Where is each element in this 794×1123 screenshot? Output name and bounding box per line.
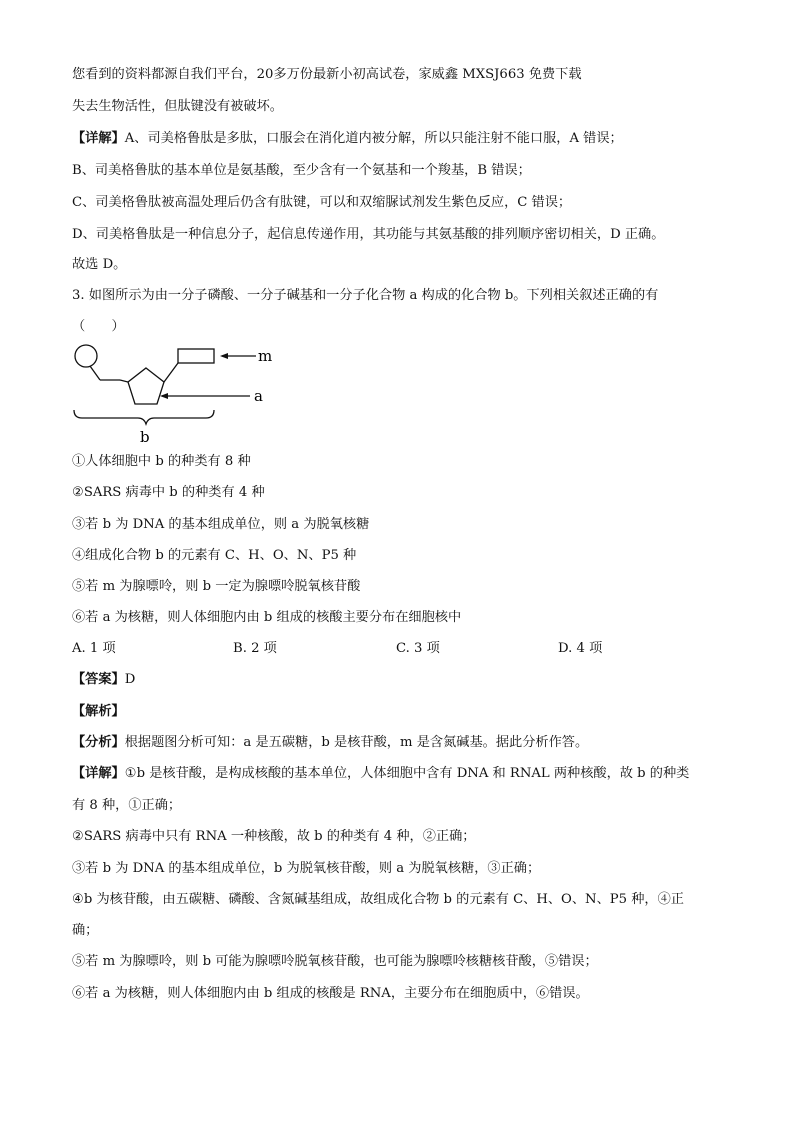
statement-4: ④组成化合物 b 的元素有 C、H、O、N、P5 种 (72, 548, 357, 563)
question-stem: 3. 如图所示为由一分子磷酸、一分子碱基和一分子化合物 a 构成的化合物 b。下列相关叙述正确的有 (72, 288, 659, 303)
question-bracket: （ ） (72, 319, 125, 334)
base-bond (164, 363, 178, 382)
detail-line: ④b 为核苷酸，由五碳糖、磷酸、含氮碱基组成，故组成化合物 b 的元素有 C、H、O、N、P5 种，④正 (72, 892, 684, 907)
pentose-pentagon (128, 368, 164, 404)
brace-b (74, 410, 214, 424)
detail-line: 有 8 种，①正确； (72, 798, 182, 813)
analysis-text: 根据题图分析可知：a 是五碳糖，b 是核苷酸，m 是含氮碱基。据此分析作答。 (124, 735, 589, 750)
detail-line: 确； (72, 923, 99, 938)
detail-line (72, 765, 689, 783)
answer-value: D (124, 672, 136, 687)
option-a: A. 1 项 (72, 641, 116, 656)
arrowhead-m (220, 353, 228, 359)
base-rectangle (178, 349, 214, 363)
phosphate-bond (90, 366, 100, 380)
detail-line: ②SARS 病毒中只有 RNA 一种核酸，故 b 的种类有 4 种，②正确； (72, 829, 476, 844)
detail-label: 【详解】 (72, 131, 125, 146)
detail-line (72, 130, 623, 148)
text-line: C、司美格鲁肽被高温处理后仍含有肽键，可以和双缩脲试剂发生紫色反应，C 错误； (72, 195, 572, 210)
detail-line: ⑥若 a 为核糖，则人体细胞内由 b 组成的核酸是 RNA，主要分布在细胞质中，⑥错误。 (72, 986, 589, 1001)
statement-5: ⑤若 m 为腺嘌呤，则 b 一定为腺嘌呤脱氧核苷酸 (72, 579, 361, 594)
text-line: D、司美格鲁肽是一种信息分子，起信息传递作用，其功能与其氨基酸的排列顺序密切相关，D 正确。 (72, 227, 665, 242)
label-b: b (140, 428, 150, 446)
header-watermark: 您看到的资料都源自我们平台，20多万份最新小初高试卷，家威鑫 MXSJ663 免费下载 (72, 67, 582, 82)
statement-3: ③若 b 为 DNA 的基本组成单位，则 a 为脱氧核糖 (72, 517, 370, 532)
text-line: 故选 D。 (72, 257, 127, 272)
detail-line: ③若 b 为 DNA 的基本组成单位，b 为脱氧核苷酸，则 a 为脱氧核糖，③正确； (72, 861, 541, 876)
statement-1: ①人体细胞中 b 的种类有 8 种 (72, 454, 251, 469)
analysis-title: 【解析】 (72, 704, 125, 719)
statement-2: ②SARS 病毒中 b 的种类有 4 种 (72, 485, 265, 500)
arrowhead-a (160, 393, 168, 399)
answer-line (72, 671, 135, 689)
detail-text: A、司美格鲁肽是多肽，口服会在消化道内被分解，所以只能注射不能口服，A 错误； (124, 131, 623, 146)
option-b: B. 2 项 (233, 641, 277, 656)
option-d: D. 4 项 (558, 641, 603, 656)
analysis-line (72, 734, 588, 752)
detail-text: ①b 是核苷酸，是构成核酸的基本单位，人体细胞中含有 DNA 和 RNAL 两种核酸，故 b 的种类 (124, 766, 690, 781)
nucleotide-diagram (66, 338, 286, 450)
phosphate-circle (75, 345, 97, 367)
statement-6: ⑥若 a 为核糖，则人体细胞内由 b 组成的核酸主要分布在细胞核中 (72, 610, 462, 625)
text-line: 失去生物活性，但肽键没有被破坏。 (72, 99, 283, 114)
detail-line: ⑤若 m 为腺嘌呤，则 b 可能为腺嘌呤脱氧核苷酸，也可能为腺嘌呤核糖核苷酸，⑤错误； (72, 954, 598, 969)
option-c: C. 3 项 (396, 641, 440, 656)
text-line: B、司美格鲁肽的基本单位是氨基酸，至少含有一个氨基和一个羧基，B 错误； (72, 163, 531, 178)
detail-label: 【详解】 (72, 766, 125, 781)
sugar-link (120, 380, 128, 382)
answer-label: 【答案】 (72, 672, 125, 687)
label-a: a (254, 387, 263, 405)
label-m: m (258, 347, 273, 365)
analysis-label: 【分析】 (72, 735, 125, 750)
